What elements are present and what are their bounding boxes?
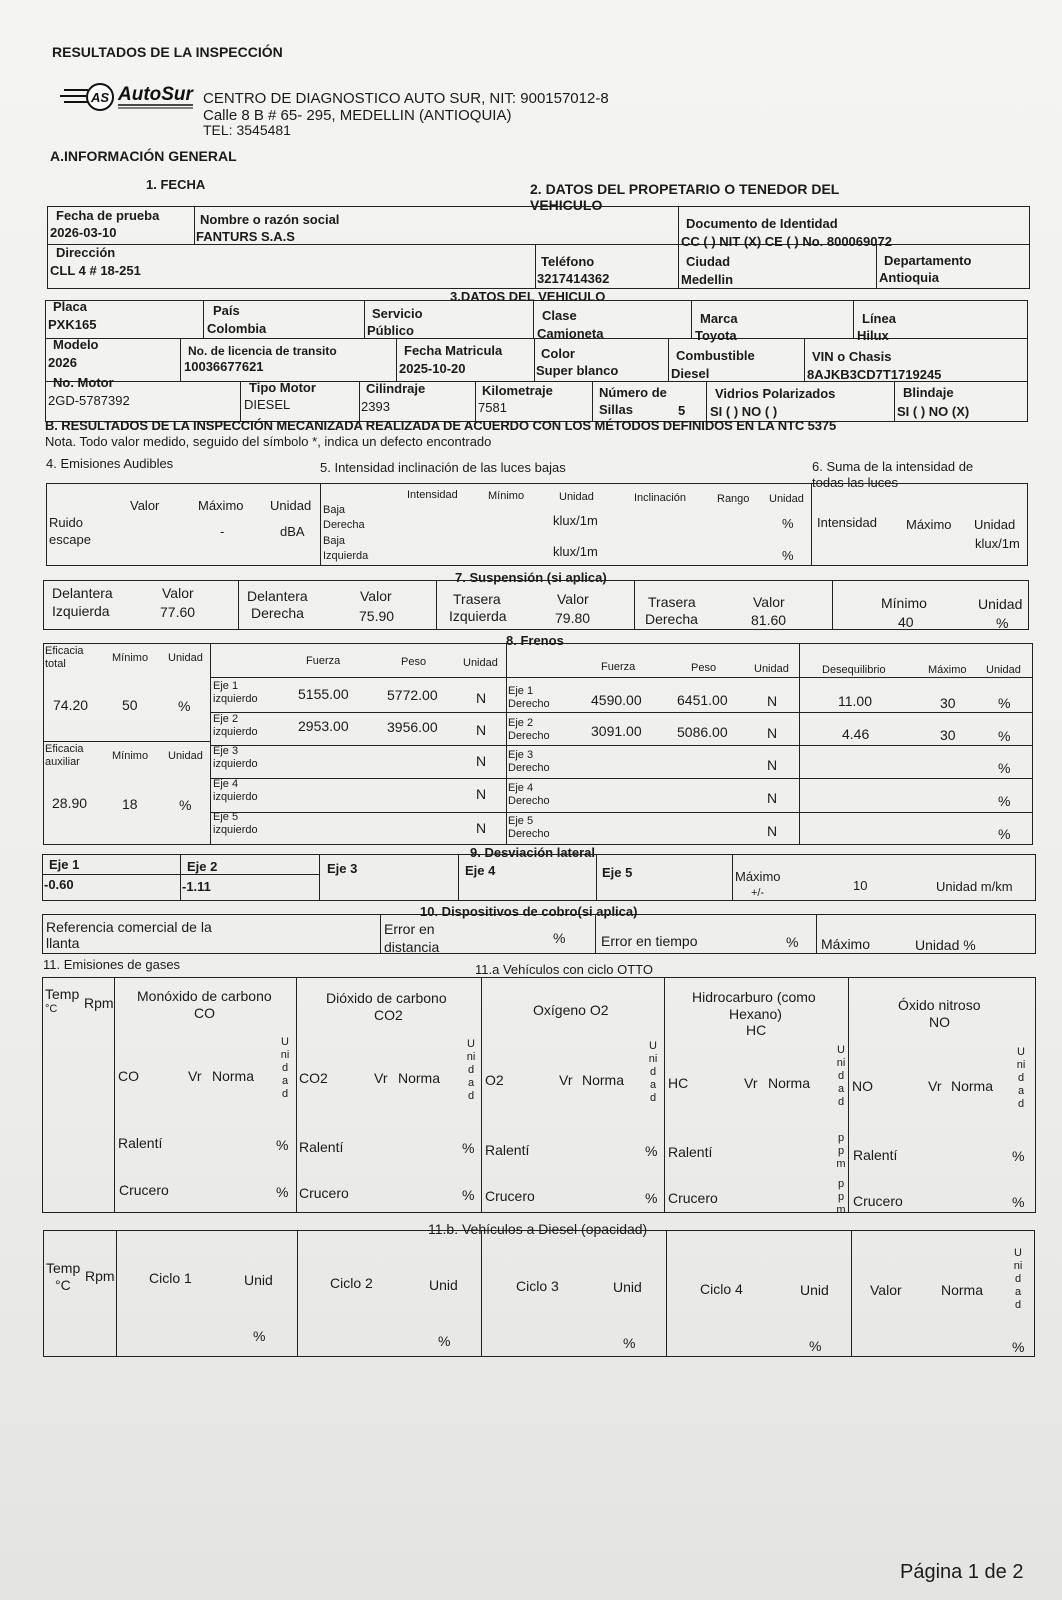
- eje-1-fuerza-der: 4590.00: [591, 692, 642, 708]
- marca-value: Toyota: [695, 328, 737, 343]
- eje-3-der-sub: Derecho: [508, 762, 550, 774]
- eje-5-n-izq: N: [476, 820, 487, 836]
- susp-td-value: 81.60: [751, 612, 787, 628]
- suma-unidad-label: Unidad: [974, 517, 1016, 532]
- hc-title-3: HC: [746, 1022, 767, 1038]
- center-name: CENTRO DE DIAGNOSTICO AUTO SUR, NIT: 900157012-8: [203, 90, 609, 107]
- luces-inclinacion-label: Inclinación: [634, 492, 686, 504]
- hc-vr-label: Vr: [744, 1075, 758, 1091]
- diesel-temp-label: Temp: [46, 1260, 81, 1276]
- eje-4-n-izq: N: [476, 786, 487, 802]
- documento-value: CC ( ) NIT (X) CE ( ) No. 800069072: [681, 234, 892, 249]
- color-value: Super blanco: [536, 363, 619, 378]
- eficacia-aux-label: Eficacia: [45, 743, 84, 755]
- diesel-norma-label: Norma: [941, 1282, 984, 1298]
- diesel-degc-label: °C: [55, 1277, 71, 1293]
- susp-dd-value: 75.90: [359, 608, 395, 624]
- no-label: NO: [852, 1078, 873, 1094]
- cobro-ref-label-2: llanta: [46, 935, 80, 951]
- luces-klux-derecha: klux/1m: [553, 513, 598, 528]
- hc-norma-label: Norma: [768, 1075, 811, 1091]
- placa-label: Placa: [53, 299, 87, 314]
- eje-2-desequilibrio: 4.46: [842, 726, 870, 742]
- desv-eje1-label: Eje 1: [49, 857, 80, 872]
- eje-1-pct: %: [998, 695, 1011, 711]
- pais-value: Colombia: [207, 321, 267, 336]
- emisiones-max-value: -: [220, 524, 225, 539]
- no-crucero-label: Crucero: [853, 1193, 903, 1209]
- results-title: B. RESULTADOS DE LA INSPECCIÓN MECANIZADA REALIZADA DE ACUERDO CON LOS MÉTODOS DEFINIDOS EN LA NTC 5375: [45, 418, 837, 433]
- blindaje-label: Blindaje: [903, 385, 954, 400]
- linea-label: Línea: [862, 311, 896, 326]
- desv-eje5-label: Eje 5: [602, 865, 633, 880]
- o2-title: Oxígeno O2: [533, 1002, 609, 1018]
- co-ralenti-pct: %: [276, 1137, 289, 1153]
- desviacion-title: 9. Desviación lateral: [470, 845, 596, 860]
- luces-unidad-label: Unidad: [559, 491, 594, 503]
- co2-ralenti-pct: %: [462, 1140, 475, 1156]
- direccion-label: Dirección: [56, 245, 116, 260]
- cobro-unidad-label: Unidad %: [915, 937, 976, 953]
- eje-3-izq-label: Eje 3: [213, 745, 239, 757]
- co2-unidad-vertical: Unidad: [466, 1038, 476, 1102]
- telefono-label: Teléfono: [541, 254, 595, 269]
- co-vr-label: Vr: [188, 1068, 202, 1084]
- fecha-title: 1. FECHA: [146, 177, 206, 192]
- eje-1-peso-izq: 5772.00: [387, 687, 438, 703]
- kilometraje-label: Kilometraje: [482, 383, 553, 398]
- o2-label: O2: [485, 1072, 504, 1088]
- eje-3-n-der: N: [767, 757, 778, 773]
- suma-title-2: todas las luces: [812, 475, 898, 490]
- diesel-unidad-vertical: Unidad: [1013, 1247, 1023, 1311]
- matricula-label: Fecha Matricula: [404, 343, 503, 358]
- o2-ralenti-pct: %: [645, 1143, 658, 1159]
- luces-baja-izquierda: Baja: [323, 535, 346, 547]
- sillas-label: Número de: [599, 385, 667, 400]
- eficacia-aux-unit-label: Unidad: [168, 750, 203, 762]
- eje-5-der-label: Eje 5: [508, 815, 534, 827]
- diesel-rpm-label: Rpm: [85, 1268, 115, 1284]
- eje-4-izq-label: Eje 4: [213, 778, 239, 790]
- desv-pm: +/-: [751, 887, 765, 899]
- frenos-maximo-label: Máximo: [928, 664, 967, 676]
- diesel-pct: %: [1012, 1339, 1025, 1355]
- co-unidad-vertical: Unidad: [280, 1036, 290, 1100]
- co-ralenti-label: Ralentí: [118, 1135, 163, 1151]
- linea-value: Hilux: [857, 328, 889, 343]
- co2-norma-label: Norma: [398, 1070, 441, 1086]
- no-norma-label: Norma: [951, 1078, 994, 1094]
- luces-derecha: Derecha: [323, 519, 365, 531]
- cobro-err-tiempo-label: Error en tiempo: [601, 933, 698, 949]
- vin-label: VIN o Chasis: [812, 349, 892, 364]
- eje-4-n-der: N: [767, 790, 778, 806]
- hc-title: Hidrocarburo (como: [692, 989, 816, 1005]
- cobro-err-dist-label: Error en: [384, 921, 435, 937]
- tipo-motor-value: DIESEL: [244, 397, 291, 412]
- owner-title: 2. DATOS DEL PROPETARIO O TENEDOR DEL: [530, 181, 840, 197]
- licencia-label: No. de licencia de transito: [188, 344, 337, 358]
- servicio-label: Servicio: [372, 306, 423, 321]
- fecha-prueba-value: 2026-03-10: [50, 225, 117, 240]
- frenos-unidad-der-label: Unidad: [754, 663, 789, 675]
- susp-valor-label-3: Valor: [557, 591, 589, 607]
- co-norma-label: Norma: [212, 1068, 255, 1084]
- desv-eje4-label: Eje 4: [465, 863, 496, 878]
- susp-delantera-izq-label: Delantera: [52, 585, 113, 601]
- frenos-fuerza-izq-label: Fuerza: [306, 655, 341, 667]
- o2-norma-label: Norma: [582, 1072, 625, 1088]
- eficacia-total-unit-label: Unidad: [168, 652, 203, 664]
- luces-pct-derecha: %: [782, 516, 794, 531]
- eje-5-pct: %: [998, 826, 1011, 842]
- owner-title-2: VEHICULO: [530, 197, 603, 213]
- cilindraje-label: Cilindraje: [366, 381, 426, 396]
- eje-3-izq-sub: izquierdo: [213, 758, 258, 770]
- eje-1-n-izq: N: [476, 690, 487, 706]
- emisiones-title: 4. Emisiones Audibles: [46, 456, 174, 471]
- susp-di-value: 77.60: [160, 604, 196, 620]
- eje-5-izq-label: Eje 5: [213, 811, 239, 823]
- ciclo4-pct: %: [809, 1338, 822, 1354]
- sillas-value: 5: [678, 403, 686, 418]
- susp-valor-label-1: Valor: [162, 585, 194, 601]
- center-phone: TEL: 3545481: [203, 122, 291, 138]
- documento-label: Documento de Identidad: [686, 216, 838, 231]
- eje-2-n-der: N: [767, 725, 778, 741]
- logo-initials: AS: [90, 90, 110, 105]
- otto-degc-label: °C: [45, 1003, 58, 1015]
- eficacia-total-label: Eficacia: [45, 645, 84, 657]
- eficacia-total-min-label: Mínimo: [112, 652, 149, 664]
- eje-1-peso-der: 6451.00: [677, 692, 728, 708]
- combustible-value: Diesel: [671, 366, 710, 381]
- frenos-desequilibrio-label: Desequilibrio: [822, 664, 886, 676]
- cobro-ref-label: Referencia comercial de la: [46, 919, 212, 935]
- cobro-err-dist-pct: %: [553, 930, 566, 946]
- eje-3-der-label: Eje 3: [508, 749, 534, 761]
- frenos-unidad-izq-label: Unidad: [463, 657, 498, 669]
- co2-vr-label: Vr: [374, 1070, 388, 1086]
- co2-title-2: CO2: [374, 1007, 403, 1023]
- diesel-valor-label: Valor: [870, 1282, 902, 1298]
- eficacia-total-value: 74.20: [53, 697, 89, 713]
- no-title: Óxido nitroso: [898, 997, 981, 1013]
- eje-2-izq-sub: izquierdo: [213, 726, 258, 738]
- hc-unidad-vertical: Unidad: [836, 1044, 846, 1108]
- luces-baja-derecha: Baja: [323, 504, 346, 516]
- kilometraje-value: 7581: [478, 400, 507, 415]
- susp-trasera-der-label: Trasera: [648, 594, 696, 610]
- co-crucero-pct: %: [276, 1184, 289, 1200]
- desv-eje3-label: Eje 3: [327, 861, 358, 876]
- susp-valor-label-4: Valor: [753, 594, 785, 610]
- eje-2-fuerza-der: 3091.00: [591, 723, 642, 739]
- report-title: RESULTADOS DE LA INSPECCIÓN: [52, 44, 283, 60]
- marca-label: Marca: [700, 311, 738, 326]
- eje-2-der-label: Eje 2: [508, 717, 534, 729]
- ciclo2-unid: Unid: [429, 1277, 458, 1293]
- ciudad-label: Ciudad: [686, 254, 731, 269]
- vidrios-label: Vidrios Polarizados: [715, 386, 836, 401]
- co2-ralenti-label: Ralentí: [299, 1139, 344, 1155]
- hc-crucero-label: Crucero: [668, 1190, 718, 1206]
- desv-eje2-label: Eje 2: [187, 859, 218, 874]
- motor-label: No. Motor: [53, 375, 114, 390]
- susp-derecha-label: Derecha: [251, 605, 304, 621]
- frenos-title: 8. Frenos: [506, 633, 564, 648]
- page-number: Página 1 de 2: [900, 1561, 1024, 1583]
- eje-2-pct: %: [998, 728, 1011, 744]
- o2-ralenti-label: Ralentí: [485, 1142, 530, 1158]
- center-address: Calle 8 B # 65- 295, MEDELLIN (ANTIOQUIA): [203, 107, 512, 124]
- no-ralenti-label: Ralentí: [853, 1147, 898, 1163]
- ciclo3-pct: %: [623, 1335, 636, 1351]
- hc-crucero-ppm: ppm: [836, 1178, 846, 1216]
- o2-unidad-vertical: Unidad: [648, 1040, 658, 1104]
- servicio-value: Público: [367, 323, 414, 338]
- eficacia-aux-pct: %: [179, 797, 192, 813]
- eficacia-total-min-value: 50: [122, 697, 138, 713]
- hc-label: HC: [668, 1075, 689, 1091]
- otto-temp-label: Temp: [45, 986, 80, 1002]
- nombre-value: FANTURS S.A.S: [196, 229, 295, 244]
- luces-unidad2-label: Unidad: [769, 493, 804, 505]
- sillas-label-2: Sillas: [599, 402, 633, 417]
- modelo-value: 2026: [48, 355, 77, 370]
- motor-value: 2GD-5787392: [48, 393, 130, 408]
- eficacia-aux-value: 28.90: [52, 795, 88, 811]
- general-section-title: A.INFORMACIÓN GENERAL: [50, 148, 237, 164]
- ciclo4-unid: Unid: [800, 1282, 829, 1298]
- luces-intensidad-label: Intensidad: [407, 489, 458, 501]
- diesel-title: 11.b. Vehículos a Diesel (opacidad): [428, 1221, 648, 1237]
- placa-value: PXK165: [48, 317, 97, 332]
- co-crucero-label: Crucero: [119, 1182, 169, 1198]
- susp-pct: %: [996, 615, 1009, 631]
- eje-2-peso-izq: 3956.00: [387, 719, 438, 735]
- desv-maximo-label: Máximo: [735, 869, 781, 884]
- eje-4-izq-sub: izquierdo: [213, 791, 258, 803]
- o2-crucero-label: Crucero: [485, 1188, 535, 1204]
- ciudad-value: Medellin: [681, 272, 734, 287]
- licencia-value: 10036677621: [184, 359, 264, 374]
- departamento-label: Departamento: [884, 253, 972, 268]
- eje-1-der-label: Eje 1: [508, 685, 534, 697]
- clase-label: Clase: [542, 308, 577, 323]
- desv-eje1-value: -0.60: [44, 877, 74, 892]
- susp-trasera-izq-label: Trasera: [453, 591, 501, 607]
- luces-minimo-label: Mínimo: [488, 490, 525, 502]
- susp-unidad-label: Unidad: [978, 596, 1023, 612]
- suma-maximo-label: Máximo: [906, 517, 952, 532]
- direccion-value: CLL 4 # 18-251: [50, 263, 141, 278]
- eje-1-maximo: 30: [940, 695, 956, 711]
- no-ralenti-pct: %: [1012, 1148, 1025, 1164]
- emisiones-valor-label: Valor: [130, 498, 160, 513]
- eje-5-n-der: N: [767, 823, 778, 839]
- eje-2-fuerza-izq: 2953.00: [298, 718, 349, 734]
- hc-ralenti-label: Ralentí: [668, 1144, 713, 1160]
- combustible-label: Combustible: [676, 348, 755, 363]
- desv-max-value: 10: [853, 878, 868, 893]
- no-unidad-vertical: Unidad: [1016, 1046, 1026, 1110]
- luces-izquierda: Izquierda: [323, 550, 369, 562]
- desv-unidad: Unidad m/km: [936, 879, 1013, 894]
- suma-intensidad-label: Intensidad: [817, 515, 877, 530]
- co2-crucero-pct: %: [462, 1187, 475, 1203]
- eficacia-aux-min-value: 18: [122, 796, 138, 812]
- clase-value: Camioneta: [537, 326, 604, 341]
- ciclo2-label: Ciclo 2: [330, 1275, 373, 1291]
- susp-izquierda-label-2: Izquierda: [449, 608, 507, 624]
- blindaje-value: SI ( ) NO (X): [897, 404, 970, 419]
- tipo-motor-label: Tipo Motor: [249, 380, 316, 395]
- vin-value: 8AJKB3CD7T1719245: [807, 367, 942, 382]
- eje-1-izq-label: Eje 1: [213, 680, 239, 692]
- suma-klux: klux/1m: [975, 536, 1020, 551]
- eje-1-der-sub: Derecho: [508, 698, 550, 710]
- susp-delantera-der-label: Delantera: [247, 588, 308, 604]
- ciclo2-pct: %: [438, 1333, 451, 1349]
- eje-4-der-label: Eje 4: [508, 782, 534, 794]
- telefono-value: 3217414362: [537, 271, 610, 286]
- suspension-title: 7. Suspensión (si aplica): [455, 570, 607, 585]
- eficacia-total-label-2: total: [45, 658, 66, 670]
- eje-5-der-sub: Derecho: [508, 828, 550, 840]
- eficacia-aux-label-2: auxiliar: [45, 756, 80, 768]
- susp-minimo-label: Mínimo: [881, 595, 927, 611]
- co2-title: Dióxido de carbono: [326, 990, 447, 1006]
- emisiones-unit: dBA: [280, 524, 305, 539]
- luces-title: 5. Intensidad inclinación de las luces bajas: [320, 460, 566, 475]
- susp-derecha-label-2: Derecha: [645, 611, 698, 627]
- co2-crucero-label: Crucero: [299, 1185, 349, 1201]
- o2-crucero-pct: %: [645, 1190, 658, 1206]
- co2-label: CO2: [299, 1070, 328, 1086]
- eje-1-desequilibrio: 11.00: [838, 693, 872, 709]
- cilindraje-value: 2393: [361, 399, 390, 414]
- departamento-value: Antioquia: [879, 270, 939, 285]
- o2-vr-label: Vr: [559, 1072, 573, 1088]
- color-label: Color: [541, 346, 575, 361]
- hc-title-2: Hexano): [729, 1006, 782, 1022]
- co-title: Monóxido de carbono: [137, 988, 272, 1004]
- eje-3-pct: %: [998, 760, 1011, 776]
- eje-3-n-izq: N: [476, 753, 487, 769]
- vidrios-value: SI ( ) NO ( ): [710, 404, 778, 419]
- desv-eje2-value: -1.11: [182, 879, 211, 894]
- eje-1-izq-sub: izquierdo: [213, 693, 258, 705]
- autosur-logo: [60, 80, 195, 114]
- emisiones-unidad-label: Unidad: [270, 498, 312, 513]
- susp-ti-value: 79.80: [555, 610, 591, 626]
- vehicle-section-title: 3.DATOS DEL VEHICULO: [450, 289, 606, 304]
- cobro-err-tiempo-pct: %: [786, 934, 799, 950]
- frenos-peso-der-label: Peso: [691, 662, 717, 674]
- eficacia-aux-min-label: Mínimo: [112, 750, 149, 762]
- fecha-prueba-label: Fecha de prueba: [56, 208, 160, 223]
- eficacia-total-pct: %: [178, 698, 191, 714]
- logo-name: AutoSur: [118, 84, 193, 105]
- cobro-err-dist-label-2: distancia: [384, 939, 440, 955]
- ruido-label-2: escape: [49, 532, 91, 547]
- no-crucero-pct: %: [1012, 1194, 1025, 1210]
- ciclo4-label: Ciclo 4: [700, 1281, 743, 1297]
- suma-title: 6. Suma de la intensidad de: [812, 459, 974, 474]
- eje-1-fuerza-izq: 5155.00: [298, 686, 349, 702]
- eje-5-izq-sub: izquierdo: [213, 824, 258, 836]
- ciclo1-pct: %: [253, 1328, 266, 1344]
- susp-valor-label-2: Valor: [360, 588, 392, 604]
- luces-pct-izquierda: %: [782, 548, 794, 563]
- co-title-2: CO: [194, 1005, 215, 1021]
- cobro-title: 10. Dispositivos de cobro(si aplica): [420, 904, 638, 919]
- eje-2-peso-der: 5086.00: [677, 724, 728, 740]
- ruido-label: Ruido: [49, 515, 83, 530]
- frenos-unidad-label: Unidad: [986, 664, 1021, 676]
- luces-rango-label: Rango: [717, 493, 750, 505]
- eje-1-n-der: N: [767, 693, 778, 709]
- susp-izquierda-label: Izquierda: [52, 603, 110, 619]
- luces-klux-izquierda: klux/1m: [553, 544, 598, 559]
- ciclo3-label: Ciclo 3: [516, 1278, 559, 1294]
- cobro-maximo-label: Máximo: [821, 936, 871, 952]
- eje-2-maximo: 30: [940, 727, 956, 743]
- pais-label: País: [213, 303, 240, 318]
- hc-ralenti-ppm: ppm: [836, 1132, 846, 1170]
- no-title-2: NO: [929, 1014, 950, 1030]
- susp-min-value: 40: [898, 614, 914, 630]
- frenos-peso-izq-label: Peso: [401, 656, 427, 668]
- eje-2-n-izq: N: [476, 722, 487, 738]
- eje-4-der-sub: Derecho: [508, 795, 550, 807]
- matricula-value: 2025-10-20: [399, 361, 466, 376]
- otto-rpm-label: Rpm: [84, 995, 114, 1011]
- frenos-fuerza-der-label: Fuerza: [601, 661, 636, 673]
- nombre-label: Nombre o razón social: [200, 212, 340, 227]
- gases-title: 11. Emisiones de gases: [43, 957, 181, 972]
- emisiones-maximo-label: Máximo: [198, 498, 244, 513]
- ciclo3-unid: Unid: [613, 1279, 642, 1295]
- otto-title: 11.a Vehículos con ciclo OTTO: [475, 962, 653, 977]
- results-note: Nota. Todo valor medido, seguido del símbolo *, indica un defecto encontrado: [45, 434, 492, 449]
- modelo-label: Modelo: [53, 337, 99, 352]
- ciclo1-label: Ciclo 1: [149, 1270, 192, 1286]
- eje-2-der-sub: Derecho: [508, 730, 550, 742]
- ciclo1-unid: Unid: [244, 1272, 273, 1288]
- eje-4-pct: %: [998, 793, 1011, 809]
- co-label: CO: [118, 1068, 139, 1084]
- no-vr-label: Vr: [928, 1078, 942, 1094]
- eje-2-izq-label: Eje 2: [213, 713, 239, 725]
- emisiones-luces-box: [46, 483, 1028, 566]
